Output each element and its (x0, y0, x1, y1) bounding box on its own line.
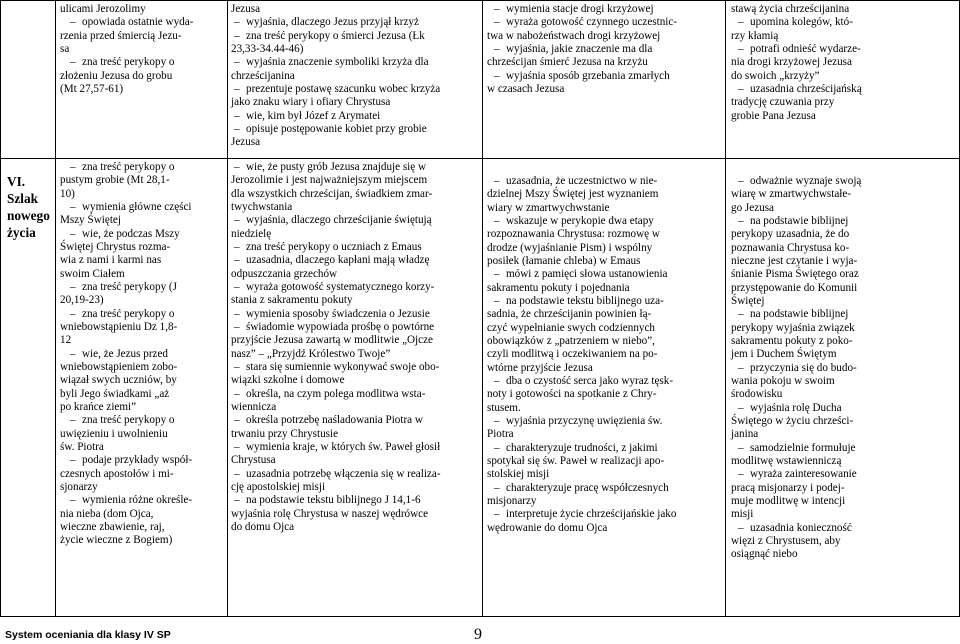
bullet-dash-icon: – (738, 468, 744, 481)
text-line: – na podstawie tekstu biblijnego J 14,1-6 (234, 494, 421, 507)
text-line: czyć wypełnianie swych codziennych (487, 321, 655, 334)
text-line: pustym grobie (Mt 28,1- (60, 174, 170, 187)
text-line: twychwstania (231, 200, 293, 213)
text-line: – wymienia różne określe- (70, 494, 193, 507)
bullet-dash-icon: – (70, 16, 76, 29)
text-line: – wyjaśnia, dlaczego chrześcijanie świętują (234, 214, 432, 227)
text-line: – wyraża gotowość systematycznego korzy- (234, 280, 435, 293)
text-line: chrześcijanina (231, 69, 295, 82)
text-line: – wymienia sposoby świadczenia o Jezusie (234, 307, 430, 320)
bullet-dash-icon: – (70, 414, 76, 427)
text-line: Jerozolimie i jest najważniejszym miejscem (231, 174, 428, 187)
cell-r2-col2 (228, 159, 483, 617)
text-line: grobie Pana Jezusa (731, 109, 816, 122)
text-line: jem i Duchem Świętym (731, 348, 837, 361)
text-line: – podaje przykłady współ- (70, 454, 193, 467)
cell-r2-col4 (726, 159, 960, 617)
text-line: – mówi z pamięci słowa ustanowienia (494, 268, 668, 281)
text-line: janina (731, 428, 759, 441)
text-line: – zna treść perykopy o śmierci Jezusa (Łk (234, 29, 425, 42)
bullet-dash-icon: – (234, 122, 240, 135)
text-line: spotykał się św. Paweł w realizacji apo- (487, 454, 665, 467)
bullet-dash-icon: – (494, 294, 500, 307)
text-line: do swoich „krzyży” (731, 69, 820, 82)
bullet-dash-icon: – (494, 481, 500, 494)
cell-r2-col3 (483, 159, 726, 617)
text-line: – wskazuje w perykopie dwa etapy (494, 214, 654, 227)
text-line: drodze (wyjaśnianie Pism) i wspólny (487, 241, 653, 254)
bullet-dash-icon: – (234, 56, 240, 69)
text-line: Świętej Chrystus rozma- (60, 240, 171, 253)
text-line: – zna treść perykopy o (70, 414, 175, 427)
section-cell-top (1, 1, 56, 159)
text-line: – uzasadnia, że uczestnictwo w nie- (494, 175, 658, 187)
footer-label: System oceniania dla klasy IV SP (5, 629, 171, 641)
bullet-dash-icon: – (234, 82, 240, 95)
text-line: przyjście Jezusa zawartą w modlitwie „Ojcze (231, 334, 433, 347)
text-line: uwięzieniu i uwolnieniu (60, 427, 168, 440)
text-line: – wyjaśnia znaczenie symboliki krzyża dla (234, 56, 429, 69)
text-line: wiennicza (231, 400, 277, 413)
text-line: do domu Ojca (231, 520, 295, 533)
bullet-dash-icon: – (234, 16, 240, 29)
text-line: posiłek (łamanie chleba) w Emaus (487, 254, 641, 267)
text-line: złożeniu Jezusa do grobu (60, 69, 173, 82)
text-line: wiarę w zmartwychwstałe- (731, 188, 852, 201)
text-line: trwaniu przy Chrystusie (231, 427, 339, 440)
text-line: wiary w zmartwychwstanie (487, 201, 610, 214)
text-line: Piotra (487, 428, 514, 441)
text-line: rozpoznawania Chrystusa: rozmowę w (487, 228, 660, 241)
text-line: obowiązków z „patrzeniem w niebo”, (487, 334, 655, 347)
bullet-dash-icon: – (234, 414, 240, 427)
text-line: sakramentu pokuty z poko- (731, 334, 853, 347)
text-line: – wie, że Jezus przed (70, 347, 168, 360)
text-line: rzenia przed śmiercią Jezu- (60, 29, 182, 42)
text-line: – przyczynia się do budo- (738, 361, 857, 374)
cell-r1-col4 (726, 1, 960, 159)
text-line: wiązał swych uczniów, by (60, 374, 177, 387)
cell-r1-col3 (483, 1, 726, 159)
text-line: czyli modlitwą i oczekiwaniem na po- (487, 348, 658, 361)
text-line: – interpretuje życie chrześcijańskie jako (494, 508, 677, 521)
bullet-dash-icon: – (70, 494, 76, 507)
bullet-dash-icon: – (738, 175, 744, 187)
text-line: perykopy wyjaśnia związek (731, 321, 855, 334)
bullet-dash-icon: – (234, 360, 240, 373)
text-line: – wyjaśnia, dlaczego Jezus przyjął krzyż (234, 16, 419, 29)
text-line: wniebowstąpieniu Dz 1,8- (60, 320, 178, 333)
text-line: ulicami Jerozolimy (60, 3, 146, 15)
text-line: odpuszczania grzechów (231, 267, 338, 280)
text-line: – upomina kolegów, któ- (738, 16, 853, 29)
text-line: – uzasadnia konieczność (738, 521, 852, 534)
bullet-dash-icon: – (738, 361, 744, 374)
bullet-dash-icon: – (234, 440, 240, 453)
bullet-dash-icon: – (494, 414, 500, 427)
bullet-dash-icon: – (70, 347, 76, 360)
text-line: – wie, że podczas Mszy (70, 227, 180, 240)
bullet-dash-icon: – (70, 307, 76, 320)
text-line: św. Piotra (60, 440, 104, 453)
cell-r1-col2 (228, 1, 483, 159)
text-line: – stara się sumiennie wykonywać swoje obo- (234, 360, 440, 373)
text-line: 23,33-34.44-46) (231, 42, 304, 55)
bullet-dash-icon: – (234, 320, 240, 333)
text-line: – charakteryzuje pracę współczesnych (494, 481, 669, 494)
text-line: niedzielę (231, 227, 272, 240)
text-line: wtórne przyjście Jezusa (487, 361, 593, 374)
text-line: – zna treść perykopy (J (70, 280, 177, 293)
text-line: twa w nabożeństwach drogi krzyżowej (487, 29, 661, 42)
text-line: – odważnie wyznaje swoją (738, 175, 862, 187)
text-line: stusem. (487, 401, 521, 414)
bullet-dash-icon: – (234, 467, 240, 480)
bullet-dash-icon: – (494, 441, 500, 454)
text-line: Chrystusa (231, 454, 276, 467)
text-line: – zna treść perykopy o uczniach z Emaus (234, 240, 422, 253)
bullet-dash-icon: – (494, 214, 500, 227)
text-line: Mszy Świętej (60, 214, 121, 227)
text-line: – na podstawie tekstu biblijnego uza- (494, 294, 664, 307)
text-line: – wie, kim był Józef z Arymatei (234, 109, 381, 122)
text-line: więzi z Chrystusem, aby (731, 534, 841, 547)
text-line: 10) (60, 187, 75, 200)
text-line: – wyjaśnia sposób grzebania zmarłych (494, 69, 670, 82)
bullet-dash-icon: – (738, 214, 744, 227)
text-line: pracą misjonarzy i podej- (731, 481, 845, 494)
text-line: po krańce ziemi” (60, 400, 137, 413)
text-line: – wyraża gotowość czynnego uczestnic- (494, 16, 678, 29)
text-line: stawą życia chrześcijanina (731, 3, 850, 15)
bullet-dash-icon: – (738, 521, 744, 534)
text-line: – określa, na czym polega modlitwa wsta- (234, 387, 426, 400)
bullet-dash-icon: – (738, 82, 744, 95)
text-line: misjonarzy (487, 494, 537, 507)
text-line: – wyjaśnia rolę Ducha (738, 401, 842, 414)
text-line: – zna treść perykopy o (70, 161, 175, 173)
text-line: poznawania Chrystusa ko- (731, 241, 850, 254)
text-line: chrześcijan śmierć Jezusa na krzyżu (487, 56, 648, 69)
page-number: 9 (474, 626, 482, 643)
text-line: – wyraża zainteresowanie (738, 468, 857, 481)
text-line: stolskiej misji (487, 468, 550, 481)
text-line: dzielnej Mszy Świętej jest wyznaniem (487, 188, 659, 201)
bullet-dash-icon: – (494, 374, 500, 387)
text-line: sjonarzy (60, 480, 98, 493)
text-line: wia z nami i karmi nas (60, 254, 162, 267)
bullet-dash-icon: – (70, 56, 76, 69)
text-line: – świadomie wypowiada prośbę o powtórne (234, 320, 435, 333)
text-line: – uzasadnia chrześcijańską (738, 82, 862, 95)
text-line: – opowiada ostatnie wyda- (70, 16, 194, 29)
bullet-dash-icon: – (234, 387, 240, 400)
text-line: – na podstawie biblijnej (738, 214, 849, 227)
text-line: wania pokoju w swoim (731, 374, 835, 387)
bullet-dash-icon: – (70, 280, 76, 293)
text-line: – na podstawie biblijnej (738, 308, 849, 321)
text-line: Jezusa (231, 136, 261, 149)
bullet-dash-icon: – (234, 254, 240, 267)
text-line: modlitwę wstawienniczą (731, 454, 842, 467)
text-line: – wymienia stacje drogi krzyżowej (494, 3, 654, 15)
bullet-dash-icon: – (494, 42, 500, 55)
text-line: wiązki szkolne i domowe (231, 374, 345, 387)
text-line: – charakteryzuje trudności, z jakimi (494, 441, 658, 454)
text-line: rzy kłamią (731, 29, 779, 42)
table-row (1, 159, 960, 617)
text-line: Jezusa (231, 3, 261, 15)
text-line: – wymienia główne części (70, 200, 192, 213)
text-line: – opisuje postępowanie kobiet przy grobie (234, 122, 427, 135)
text-line: wieczne zbawienie, raj, (60, 520, 165, 533)
bullet-dash-icon: – (738, 401, 744, 414)
bullet-dash-icon: – (70, 200, 76, 213)
text-line: nia nieba (dom Ojca, (60, 507, 154, 520)
text-line: tradycję czuwania przy (731, 96, 835, 109)
text-line: nia drogi krzyżowej Jezusa (731, 56, 852, 69)
bullet-dash-icon: – (738, 42, 744, 55)
text-line: Świętego w życiu chrześci- (731, 414, 854, 427)
text-line: go Jezusa (731, 201, 775, 214)
bullet-dash-icon: – (234, 214, 240, 227)
text-line: noty i gotowości na spotkanie z Chry- (487, 388, 657, 401)
text-line: swoim Ciałem (60, 267, 125, 280)
text-line: dla wszystkich chrześcijan, świadkiem zmar- (231, 187, 433, 200)
bullet-dash-icon: – (494, 268, 500, 281)
text-line: muje modlitwę w intencji (731, 494, 846, 507)
text-line: – wymienia kraje, w których św. Paweł głosił (234, 440, 441, 453)
text-line: 12 (60, 334, 72, 347)
text-line: środowisku (731, 388, 783, 401)
text-line: perykopy uzasadnia, że do (731, 228, 850, 241)
bullet-dash-icon: – (234, 109, 240, 122)
text-line: – zna treść perykopy o (70, 56, 175, 69)
bullet-dash-icon: – (738, 16, 744, 29)
text-line: życie wieczne z Bogiem) (60, 534, 173, 547)
bullet-dash-icon: – (234, 29, 240, 42)
text-line: nieczne jest czytanie i wyja- (731, 254, 858, 267)
text-line: 20,19-23) (60, 294, 104, 307)
bullet-dash-icon: – (70, 227, 76, 240)
cell-r1-col1 (56, 1, 228, 159)
text-line: (Mt 27,57-61) (60, 82, 124, 95)
text-line: – potrafi odnieść wydarze- (738, 42, 861, 55)
text-line: czesnych apostołów i mi- (60, 467, 174, 480)
bullet-dash-icon: – (234, 280, 240, 293)
bullet-dash-icon: – (494, 175, 500, 187)
bullet-dash-icon: – (234, 494, 240, 507)
cell-r2-col1 (56, 159, 228, 617)
text-line: byli Jego świadkami „aż (60, 387, 170, 400)
text-line: – wyjaśnia, jakie znaczenie ma dla (494, 42, 653, 55)
text-line: wniebowstąpieniem zobo- (60, 360, 178, 373)
text-line: – samodzielnie formułuje (738, 441, 856, 454)
text-line: sakramentu pokuty i pojednania (487, 281, 630, 294)
bullet-dash-icon: – (234, 307, 240, 320)
text-line: cję apostolskiej misji (231, 480, 326, 493)
bullet-dash-icon: – (70, 161, 76, 173)
bullet-dash-icon: – (234, 240, 240, 253)
text-line: – prezentuje postawę szacunku wobec krzyża (234, 82, 441, 95)
bullet-dash-icon: – (234, 161, 240, 173)
text-line: – określa potrzebę naśladowania Piotra w (234, 414, 423, 427)
section-title: VI. Szlak nowego życia (7, 174, 50, 240)
text-line: sa (60, 42, 70, 55)
text-line: – zna treść perykopy o (70, 307, 175, 320)
text-line: – uzasadnia, dlaczego kapłani mają władzę (234, 254, 430, 267)
text-line: w czasach Jezusa (487, 82, 565, 95)
bullet-dash-icon: – (70, 454, 76, 467)
text-line: – wie, że pusty grób Jezusa znajduje się w (234, 161, 427, 173)
bullet-dash-icon: – (738, 441, 744, 454)
text-line: jako znaku wiary i ofiary Chrystusa (231, 96, 391, 109)
text-line: nasz” – „Przyjdź Królestwo Twoje” (231, 347, 391, 360)
text-line: – wyjaśnia przyczynę uwięzienia św. (494, 414, 663, 427)
text-line: osiągnąć niebo (731, 548, 798, 561)
text-line: Świętej (731, 294, 765, 307)
text-line: wędrowanie do domu Ojca (487, 521, 608, 534)
bullet-dash-icon: – (494, 16, 500, 29)
text-line: przystępowanie do Komunii (731, 281, 858, 294)
bullet-dash-icon: – (494, 3, 500, 15)
text-line: – uzasadnia potrzebę włączenia się w realiza- (234, 467, 441, 480)
table-row (1, 1, 960, 159)
bullet-dash-icon: – (738, 308, 744, 321)
bullet-dash-icon: – (494, 69, 500, 82)
text-line: wyjaśnia rolę Chrystusa w naszej wędrówce (231, 507, 429, 520)
text-line: misji (731, 508, 754, 521)
text-line: – dba o czystość serca jako wyraz tęsk- (494, 374, 674, 387)
text-line: śnianie Pisma Świętego oraz (731, 268, 859, 281)
bullet-dash-icon: – (494, 508, 500, 521)
text-line: stania z sakramentu pokuty (231, 294, 353, 307)
section-cell (1, 159, 56, 617)
text-line: sadnia, że chrześcijanin powinien łą- (487, 308, 652, 321)
